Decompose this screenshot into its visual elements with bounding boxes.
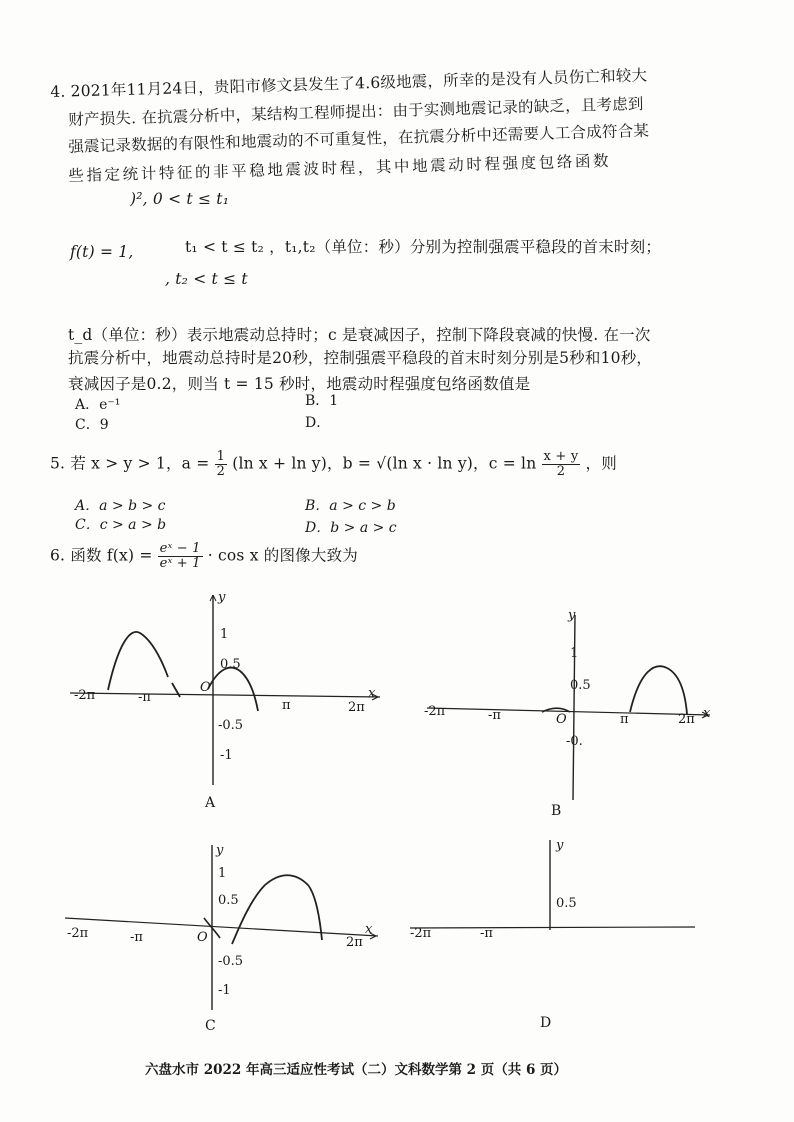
q5-option-b: B．a > c > b: [305, 498, 396, 514]
graph-c-tick-y-0.5: 0.5: [218, 893, 239, 908]
graph-a-tick-x-neg2pi: -2π: [74, 688, 96, 703]
graph-a-tick-y-neg1: -1: [220, 748, 233, 763]
q5-stem: [50, 450, 617, 479]
q4-line-2: 财产损失. 在抗震分析中，某结构工程师提出：由于实测地震记录的缺乏，且考虑到: [68, 94, 644, 129]
graph-a-caption: A: [205, 795, 216, 811]
graph-b-tick-x-2pi: 2π: [678, 712, 695, 727]
q6-fraction: [158, 542, 203, 571]
graph-d-y-label: y: [556, 838, 564, 853]
graph-c-caption: C: [205, 1018, 216, 1034]
graph-a-tick-y-neg0.5: -0.5: [218, 718, 244, 733]
graph-c-origin: O: [197, 930, 208, 945]
graph-a-y-label: y: [218, 590, 226, 605]
graph-d: [410, 835, 700, 1010]
q6-num: eˣ − 1: [159, 541, 201, 556]
graph-b-tick-x-pi: π: [620, 712, 629, 727]
graph-a-tick-y-0.5: 0.5: [220, 657, 241, 672]
graph-c-tick-y-1: 1: [218, 866, 227, 881]
graph-d-caption: D: [540, 1015, 552, 1031]
q5-stem-part-c: ，则: [585, 454, 617, 473]
graph-c-tick-x-neg2pi: -2π: [67, 926, 89, 941]
graph-a: [60, 585, 390, 815]
graph-b-caption: B: [551, 803, 562, 819]
graph-b: [415, 610, 715, 810]
q4-option-d: D．: [305, 415, 331, 431]
q4-line-7: 衰减因子是0.2，则当 t = 15 秒时，地震动时程强度包络函数值是: [68, 375, 531, 393]
q6-den: eˣ + 1: [159, 556, 201, 571]
q5-half-den: 2: [216, 464, 226, 479]
graph-a-tick-x-negpi: -π: [138, 690, 151, 705]
graph-a-tick-x-pi: π: [282, 698, 291, 713]
q6-stem: [50, 542, 358, 571]
q4-case-2: t₁ < t ≤ t₂ ，t₁,t₂（单位：秒）分别为控制强震平稳段的首末时刻；: [185, 238, 662, 256]
q4-line-6: 抗震分析中，地震动总持时是20秒，控制强震平稳段的首末时刻分别是5秒和10秒，: [68, 349, 653, 367]
graph-c-tick-x-2pi: 2π: [346, 935, 363, 950]
q5-c-num: x + y: [543, 449, 579, 464]
page-footer: 六盘水市 2022 年高三适应性考试（二）文科数学第 2 页（共 6 页）: [145, 1062, 568, 1078]
q5-half-fraction: [215, 450, 227, 479]
q4-line-3: 强震记录数据的有限性和地震动的不可重复性，在抗震分析中还需要人工合成符合某: [68, 121, 650, 156]
graph-a-origin: O: [200, 680, 211, 695]
q4-line-5: t_d（单位：秒）表示地震动总持时；c 是衰减因子，控制下降段衰减的快慢. 在一次: [68, 326, 651, 344]
graph-b-tick-y-0.5: 0.5: [570, 678, 591, 693]
q6-stem-part-b: · cos x 的图像大致为: [207, 546, 358, 565]
q5-half-num: 1: [216, 449, 226, 464]
graph-b-x-label: x: [703, 706, 711, 721]
q5-option-c: C．c > a > b: [75, 517, 167, 533]
graph-a-tick-x-2pi: 2π: [348, 700, 365, 715]
q5-stem-part-b: (ln x + ln y)，b = √(ln x · ln y)，c = ln: [232, 454, 537, 473]
graph-c-tick-y-neg1: -1: [218, 983, 231, 998]
q4-f-label: f(t) = 1,: [70, 243, 134, 261]
graph-b-tick-y-neg: -0.: [566, 734, 583, 749]
q4-option-b: B．1: [305, 393, 339, 409]
graph-a-x-label: x: [368, 686, 376, 701]
q5-stem-part-a: 5. 若 x > y > 1，a =: [50, 454, 210, 473]
q4-line-4: 些指定统计特征的非平稳地震波时程，其中地震动时程强度包络函数: [68, 151, 612, 185]
q4-option-a: A．e⁻¹: [75, 397, 121, 413]
graph-d-tick-x-neg2pi: -2π: [410, 926, 432, 941]
graph-a-tick-y-1: 1: [220, 627, 229, 642]
graph-d-tick-x-negpi: -π: [480, 926, 493, 941]
graph-b-tick-x-neg2pi: -2π: [424, 704, 446, 719]
q5-c-den: 2: [556, 464, 566, 479]
graph-c-y-label: y: [216, 843, 224, 858]
q4-case-1: )², 0 < t ≤ t₁: [130, 190, 230, 208]
graph-d-tick-y-0.5: 0.5: [556, 896, 577, 911]
q6-stem-part-a: 6. 函数 f(x) =: [50, 546, 153, 565]
graph-b-tick-x-negpi: -π: [488, 708, 501, 723]
q4-line-1: 4. 2021年11月24日，贵阳市修文县发生了4.6级地震，所幸的是没有人员伤亡和较大: [50, 66, 648, 101]
q5-c-fraction: [542, 450, 581, 479]
q5-option-d: D．b > a > c: [305, 520, 397, 536]
graph-b-y-label: y: [568, 608, 576, 623]
graph-b-origin: O: [556, 712, 567, 727]
q5-option-a: A．a > b > c: [75, 498, 166, 514]
q4-case-3: , t₂ < t ≤ t: [165, 270, 248, 288]
graph-c-x-label: x: [365, 922, 373, 937]
graph-c-tick-x-negpi: -π: [130, 930, 143, 945]
graph-c-tick-y-neg0.5: -0.5: [218, 954, 244, 969]
graph-b-tick-y-1: 1: [570, 646, 579, 661]
q4-option-c: C．9: [75, 417, 109, 433]
